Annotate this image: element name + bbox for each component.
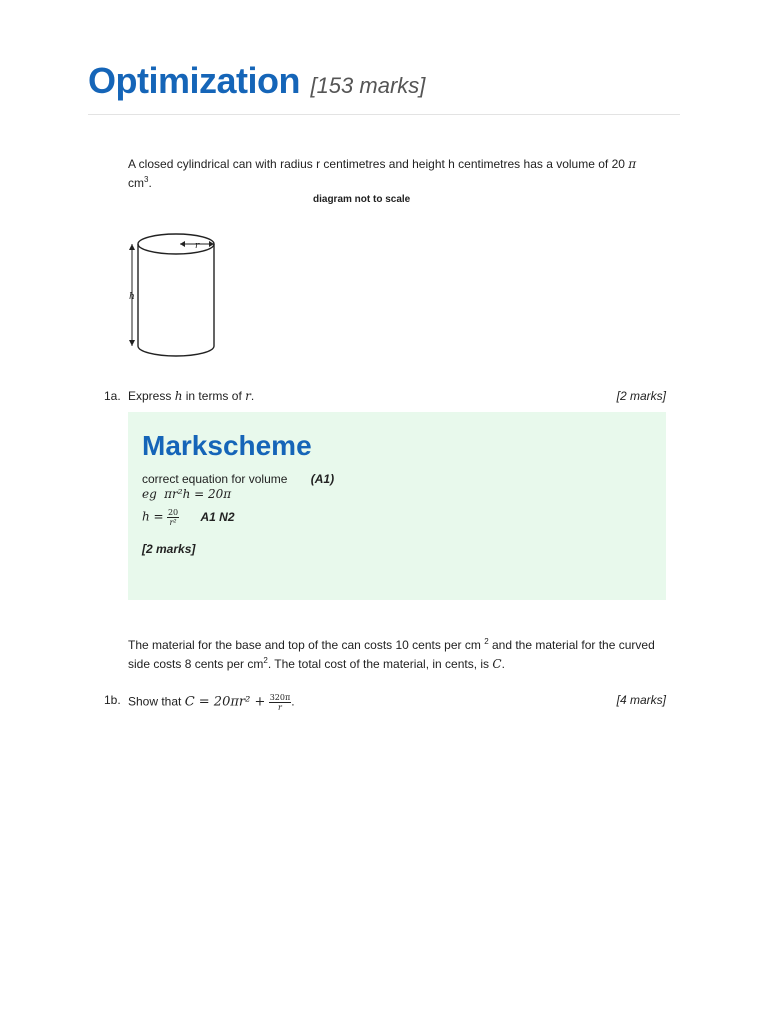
intro-paragraph <box>128 156 668 191</box>
cost-fraction <box>269 693 295 712</box>
height-arrow-top <box>129 244 135 250</box>
markscheme-line1-text: correct equation for volume <box>142 472 288 486</box>
intro-unit-end: . <box>148 176 152 190</box>
markscheme-h-lhs: h = <box>142 509 164 524</box>
question-number: 1b. <box>104 693 121 707</box>
height-label: h <box>129 292 135 302</box>
markscheme-total: [2 marks] <box>142 542 196 556</box>
radius-label: r <box>195 241 200 251</box>
cost-exp-2: 2 <box>263 656 268 665</box>
cost-text-3: . The total cost of the material, in cents, is <box>267 657 493 671</box>
question-text-end: . <box>291 694 295 709</box>
cost-equation: C = 20πr² + <box>184 694 266 710</box>
var-c: C <box>492 657 502 671</box>
cylinder-bottom <box>138 346 214 356</box>
cost-paragraph <box>128 634 668 672</box>
question-text-mid: in terms of <box>182 389 246 403</box>
fraction-numerator: 20 <box>167 508 179 517</box>
var-r: r <box>245 389 251 403</box>
question-number: 1a. <box>104 389 121 403</box>
var-h: h <box>174 389 183 403</box>
markscheme-eg: eg <box>142 487 157 501</box>
fraction-denominator: r² <box>169 518 177 527</box>
page-header <box>88 60 425 102</box>
markscheme-equation: πr²h = 20π <box>164 487 232 501</box>
question-text-pre: Show that <box>128 694 185 709</box>
question-marks: [4 marks] <box>616 693 666 707</box>
markscheme-line-3 <box>142 508 235 527</box>
question-text-end: . <box>250 389 255 403</box>
markscheme-line3-award: A1 N2 <box>200 509 235 524</box>
radius-arrow-left <box>180 241 185 247</box>
markscheme-title: Markscheme <box>142 430 312 461</box>
markscheme-line-1 <box>142 472 334 486</box>
cost-text-1: The material for the base and top of the can costs 10 cents per cm <box>128 638 485 652</box>
markscheme-fraction <box>167 508 179 527</box>
intro-text: A closed cylindrical can with radius r centimetres and height h centimetres has a volume of 20 <box>128 157 625 171</box>
question-text-pre: Express <box>128 389 175 403</box>
intro-pi: π <box>628 157 637 171</box>
intro-unit-exp: 3 <box>144 175 149 184</box>
cost-text-2: and the material for the curved side costs 8 cents per cm <box>128 638 655 671</box>
cost-text-4: . <box>501 657 505 671</box>
cost-exp-1: 2 <box>484 637 489 646</box>
intro-unit: cm <box>128 176 144 190</box>
header-divider <box>88 114 680 115</box>
markscheme-line1-award: (A1) <box>310 472 335 486</box>
page-title: Optimization <box>88 60 300 101</box>
question-text <box>128 389 254 403</box>
total-marks: [153 marks] <box>310 73 426 98</box>
cylinder-diagram <box>124 228 224 362</box>
height-arrow-bottom <box>129 340 135 346</box>
fraction-numerator: 320π <box>269 693 291 702</box>
diagram-caption: diagram not to scale <box>313 194 411 205</box>
fraction-denominator: r <box>278 703 282 712</box>
markscheme-line-2 <box>142 487 231 501</box>
question-text <box>128 693 295 712</box>
markscheme-box <box>128 412 666 600</box>
question-marks: [2 marks] <box>616 389 666 403</box>
